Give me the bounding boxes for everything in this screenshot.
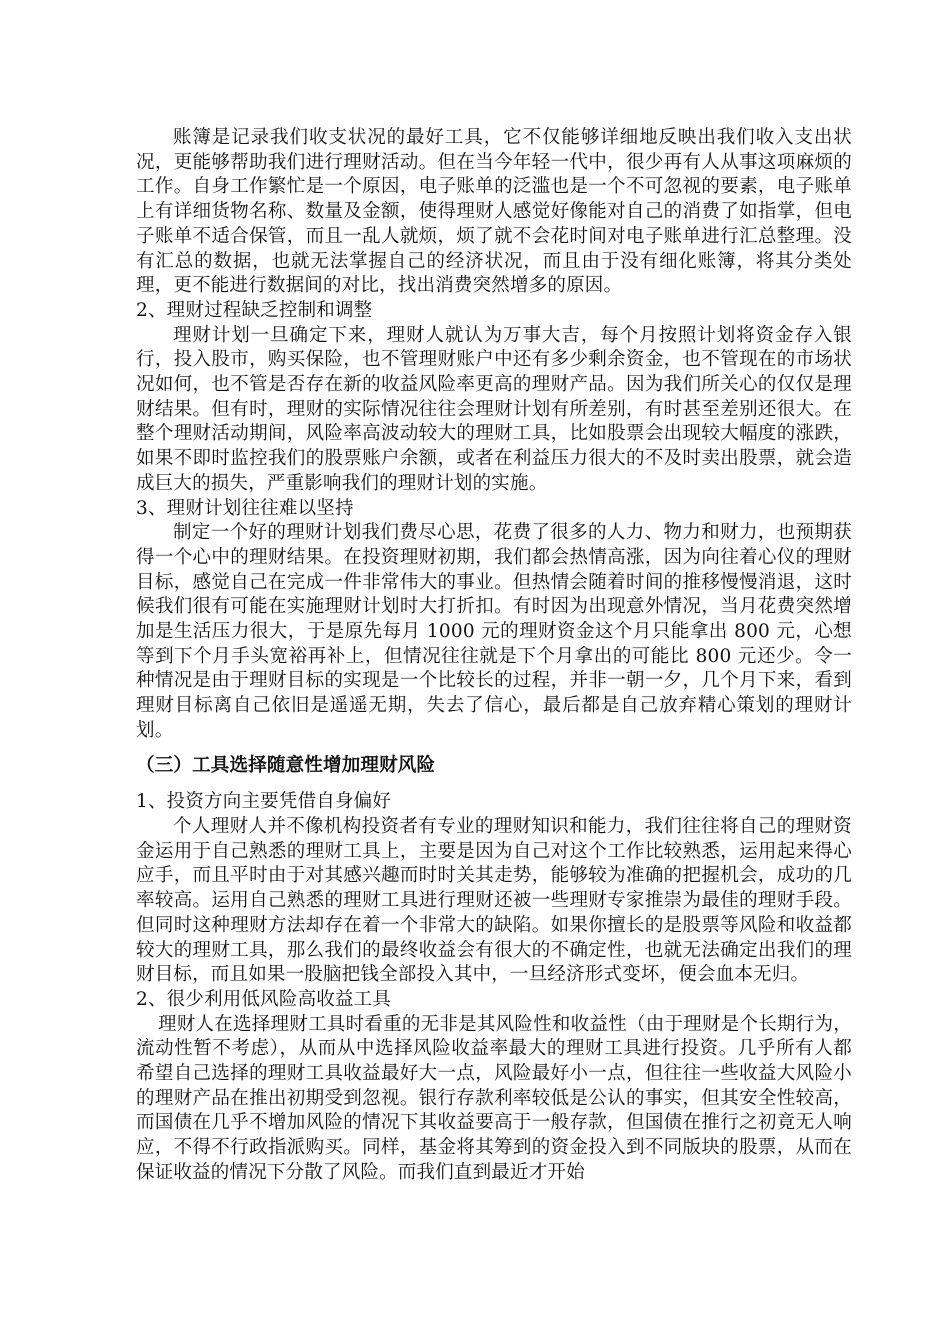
paragraph-control: 理财计划一旦确定下来，理财人就认为万事大吉，每个月按照计划将资金存入银行，投入股市，购买保险，也不管理财账户中还有多少剩余资金，也不管现在的市场状况如何，也不管是否存在新的收益风险率更高的理财产品。因为我们所关心的仅仅是理财结果。但有时，理财的实际情况往往会理财计划有所差别，有时甚至差别还很大。在整个理财活动期间，风险率高波动较大的理财工具，比如股票会出现较大幅度的涨跌，如果不即时监控我们的股票账户余额，或者在利益压力很大的不及时卖出股票，就会造成巨大的损失，严重影响我们的理财计划的实施。 <box>136 324 852 494</box>
list-item-heading: 3、理财计划往往难以坚持 <box>136 497 354 519</box>
paragraph-ledger: 账簿是记录我们收支状况的最好工具，它不仅能够详细地反映出我们收入支出状况，更能够帮助我们进行理财活动。但在当今年轻一代中，很少再有人从事这项麻烦的工作。自身工作繁忙是一个原因，电子账单的泛滥也是一个不可忽视的要素，电子账单上有详细货物名称、数量及金额，使得理财人感觉好像能对自己的消费了如指掌，但电子账单不适合保管，而且一乱人就烦，烦了就不会花时间对电子账单进行汇总整理。没有汇总的数据，也就无法掌握自己的经济状况，而且由于没有细化账簿，将其分类处理，更不能进行数据间的对比，找出消费突然增多的原因。 <box>136 127 852 297</box>
section-heading: （三）工具选择随意性增加理财风险 <box>136 754 436 776</box>
paragraph-low-risk: 理财人在选择理财工具时看重的无非是其风险性和收益性（由于理财是个长期行为，流动性暂不考虑），从而从中选择风险收益率最大的理财工具进行投资。几乎所有人都希望自己选择的理财工具收益最好大一点，风险最好小一点，但往往一些收益大风险小的理财产品在推出初期受到忽视。银行存款利率较低是公认的事实，但其安全性较高，而国债在几乎不增加风险的情况下其收益要高于一般存款，但国债在推行之初竟无人响应，不得不行政指派购买。同样，基金将其筹到的资金投入到不同版块的股票，从而在保证收益的情况下分散了风险。而我们直到最近才开始 <box>136 1013 852 1183</box>
document-body <box>136 126 852 1186</box>
paragraph-persistence: 制定一个好的理财计划我们费尽心思，花费了很多的人力、物力和财力，也预期获得一个心中的理财结果。在投资理财初期，我们都会热情高涨，因为向往着心仪的理财目标，感觉自己在完成一件非常伟大的事业。但热情会随着时间的推移慢慢消退，这时候我们很有可能在实施理财计划时大打折扣。有时因为出现意外情况，当月花费突然增加是生活压力很大，于是原先每月 1000 元的理财资金这个月只能拿出 800 元，心想等到下个月手头宽裕再补上，但情况往往就是下个月拿出的可能比 800 元还少。令一种情况是由于理财目标的实现是一个比较长的过程，并非一朝一夕，几个月下来，看到理财目标离自己依旧是遥遥无期，失去了信心，最后都是自己放弃精心策划的理财计划。 <box>136 522 852 741</box>
list-item-heading: 2、理财过程缺乏控制和调整 <box>136 299 373 321</box>
paragraph-preference: 个人理财人并不像机构投资者有专业的理财知识和能力，我们往往将自己的理财资金运用于自己熟悉的理财工具上，主要是因为自己对这个工作比较熟悉，运用起来得心应手，而且平时由于对其感兴趣而时时关其走势，能够较为准确的把握机会，成功的几率较高。运用自己熟悉的理财工具进行理财还被一些理财专家推崇为最佳的理财手段。但同时这种理财方法却存在着一个非常大的缺陷。如果你擅长的是股票等风险和收益都较大的理财工具，那么我们的最终收益会有很大的不确定性，也就无法确定出我们的理财目标，而且如果一股脑把钱全部投入其中，一旦经济形式变坏，便会血本无归。 <box>136 815 852 986</box>
list-item-heading: 1、投资方向主要凭借自身偏好 <box>136 791 392 813</box>
list-item-heading: 2、很少利用低风险高收益工具 <box>136 988 392 1010</box>
